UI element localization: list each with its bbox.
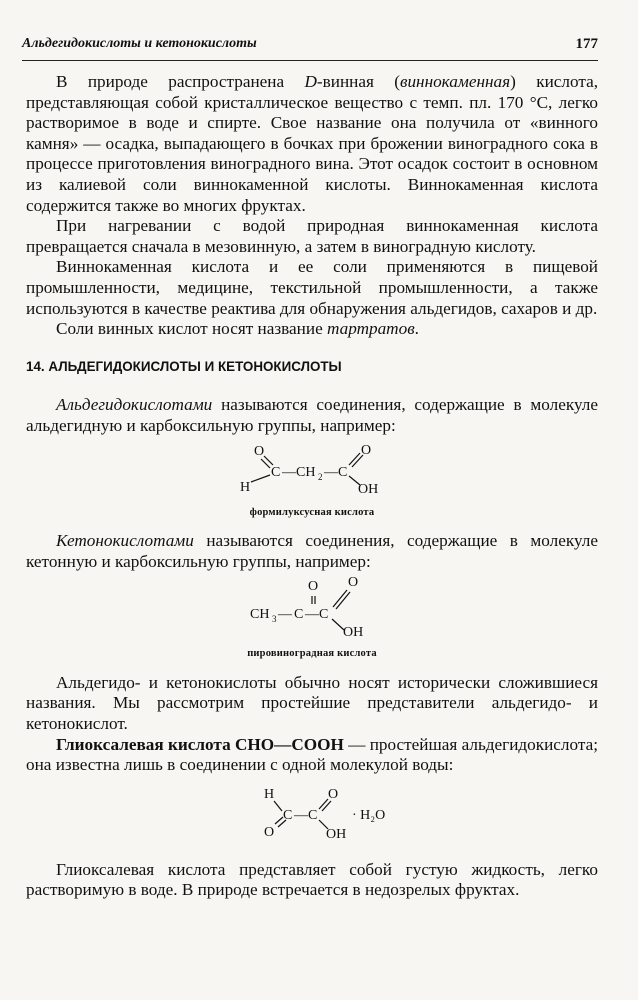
formula2-o1: O (308, 579, 319, 595)
formula1-c1: C (271, 464, 281, 480)
paragraph-glyoxylic-properties: Глиоксалевая кислота представляет собой густую жидкость, легко растворимую в воде. В природе встречается в недозрелых фруктах. (26, 859, 598, 900)
paragraph-keto-acids-definition: Кетонокислотами называются соединения, содержащие в молекуле кетонную и карбоксильную группы, например: (26, 531, 598, 571)
section-title: АЛЬДЕГИДОКИСЛОТЫ И КЕТОНОКИСЛОТЫ (48, 358, 342, 374)
formula3-oh: OH (326, 826, 347, 842)
formula1-o2: O (361, 442, 372, 458)
formula2-c1: C (294, 607, 304, 623)
svg-text:—: — (324, 464, 338, 480)
header-rule (22, 60, 598, 61)
formula3-o2: O (328, 786, 339, 802)
page-header (22, 36, 598, 60)
svg-text:—: — (278, 607, 292, 623)
formula2-o2: O (348, 576, 359, 591)
formula2-ch3: CH (250, 607, 270, 623)
svg-text:2: 2 (318, 471, 323, 482)
formula3-h: H (264, 786, 275, 802)
paragraph-historical-names: Альдегидо- и кетонокислоты обычно носят исторически сложившиеся названия. Мы рассмотрим простейшие представители альдегидо- и кетонокислот. (26, 672, 598, 734)
formula3-c2: C (308, 807, 318, 823)
formula-pyruvic-acid (242, 576, 382, 642)
formula2-oh: OH (343, 625, 364, 641)
formula1-oh: OH (358, 481, 379, 497)
formula1-c2: C (338, 464, 348, 480)
svg-text:3: 3 (272, 614, 277, 625)
section-number: 14. (26, 358, 45, 374)
paragraph-uses: Виннокаменная кислота и ее соли применяются в пищевой промышленности, медицине, текстильной промышленности, а также используются в качестве реактива для обнаружения альдегидов, сахаров и др. (26, 257, 598, 318)
formula-glyoxylic-acid-hydrate (222, 784, 402, 846)
formula2-c2: C (319, 607, 329, 623)
formula1-ch2: CH (296, 464, 316, 480)
svg-text:—: — (282, 464, 296, 480)
formula1-caption: формилуксусная кислота (249, 506, 375, 518)
svg-text:—: — (294, 807, 308, 823)
svg-text:—: — (305, 607, 319, 623)
paragraph-heating: При нагревании с водой природная виннокаменная кислота превращается сначала в мезовинную, а затем в виноградную кислоту. (26, 216, 598, 256)
paragraph-tartrates: Соли винных кислот носят название тартратов. (56, 319, 419, 339)
formula3-water: · H₂O (352, 807, 386, 823)
section-heading (26, 357, 598, 378)
page-number: 177 (575, 36, 598, 52)
paragraph-tartaric-acid: В природе распространена D-винная (виннокаменная) кислота, представляющая собой кристаллическое вещество с темп. пл. 170 °С, легко растворимое в воде и спирте. Свое название она получила от «винного камня» — осадка, выпадающего в бочках при брожении виноградного сока в процессе приготовления виноградного вина. Этот осадок состоит в основном из калиевой соли виннокаменной кислоты. Виннокаменная кислота содержится также во многих фруктах. (26, 72, 598, 215)
formula3-c1: C (283, 807, 293, 823)
formula3-o1: O (264, 824, 275, 840)
formula2-caption: пировиноградная кислота (247, 648, 377, 660)
page-body (26, 72, 598, 901)
formula1-o1: O (254, 443, 265, 459)
formula1-h: H (240, 479, 251, 495)
paragraph-aldehydo-acids-definition: Альдегидокислотами называются соединения, содержащие в молекуле альдегидную и карбоксильную группы, например: (26, 395, 598, 435)
paragraph-glyoxylic-acid: Глиоксалевая кислота СНО—СООН — простейшая альдегидокислота; она известна лишь в соединении с одной молекулой воды: (26, 734, 598, 775)
formula-formylacetic-acid (232, 441, 392, 501)
running-title: Альдегидокислоты и кетонокислоты (22, 36, 257, 51)
